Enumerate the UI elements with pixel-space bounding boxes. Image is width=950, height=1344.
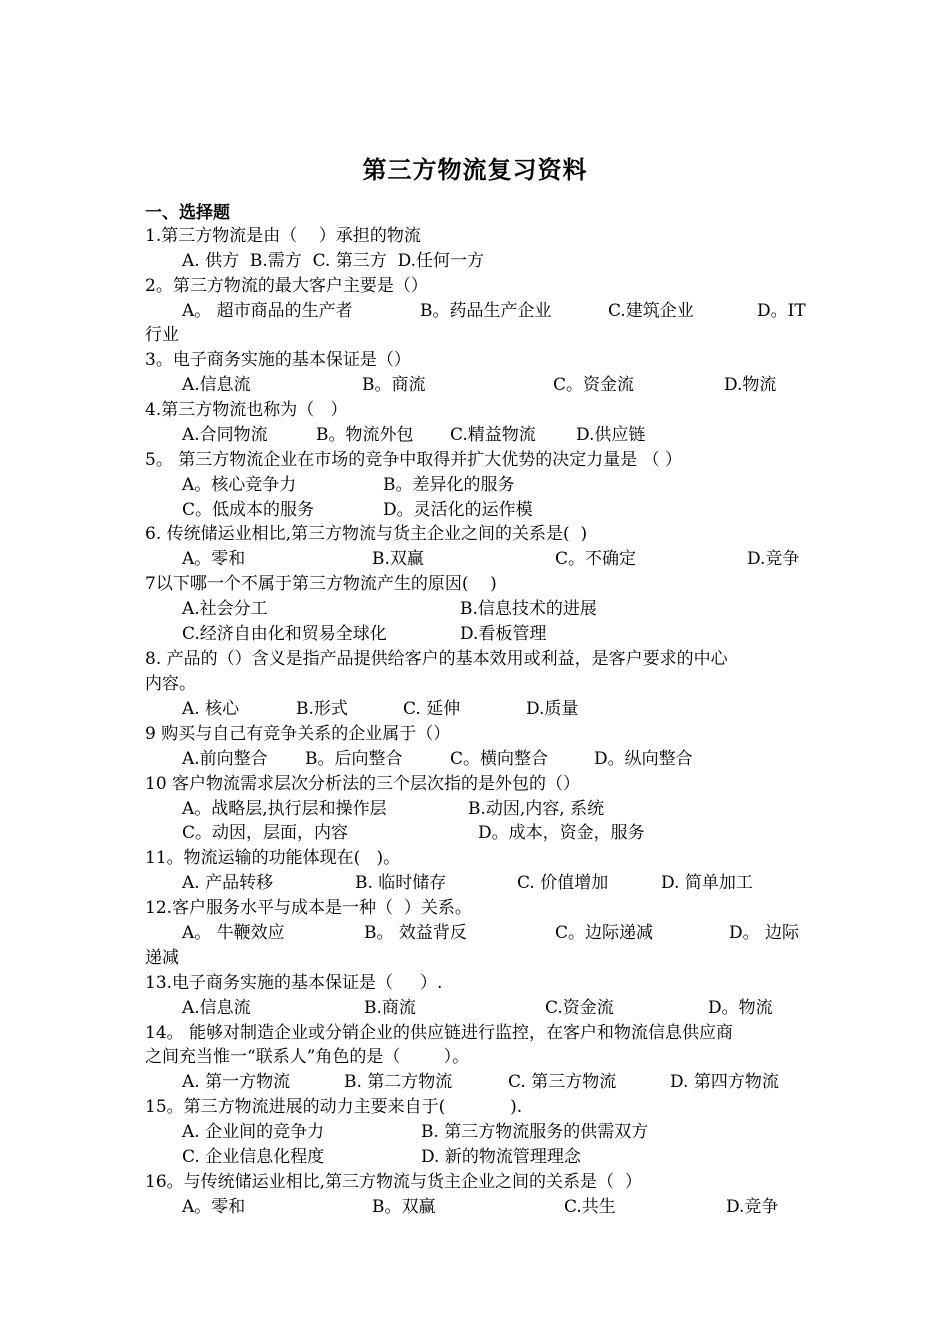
- question-15-option-c: C. 企业信息化程度: [182, 1147, 325, 1167]
- question-2-option-a: A。 超市商品的生产者: [182, 301, 353, 321]
- question-14-continuation: 之间充当惟一“联系人”角色的是（ ）。: [145, 1047, 470, 1067]
- question-16-option-a: A。零和: [182, 1197, 246, 1217]
- question-7-option-a: A.社会分工: [182, 599, 268, 619]
- question-15-option-d: D. 新的物流管理理念: [421, 1147, 581, 1167]
- question-1: 1.第三方物流是由（ ）承担的物流: [145, 226, 421, 246]
- question-7-option-b: B.信息技术的进展: [460, 599, 597, 619]
- question-9-option-b: B。后向整合: [305, 749, 403, 769]
- question-5: 5。 第三方物流企业在市场的竞争中取得并扩大优势的决定力量是 （ ）: [145, 450, 683, 470]
- question-5-option-d: D。灵活化的运作模: [383, 500, 533, 520]
- question-9-option-a: A.前向整合: [182, 749, 268, 769]
- question-11-option-b: B. 临时储存: [355, 873, 447, 893]
- question-5-option-b: B。差异化的服务: [383, 475, 515, 495]
- question-12-option-c: C。边际递减: [555, 923, 654, 943]
- question-2-option-c: C.建筑企业: [608, 301, 694, 321]
- question-11-option-d: D. 简单加工: [661, 873, 753, 893]
- question-5-option-c: C。低成本的服务: [182, 500, 315, 520]
- question-6: 6. 传统储运业相比,第三方物流与货主企业之间的关系是( ): [145, 524, 588, 544]
- question-14-option-d: D. 第四方物流: [670, 1072, 779, 1092]
- question-10-option-d: D。成本，资金，服务: [478, 823, 645, 843]
- question-11-option-c: C. 价值增加: [517, 873, 609, 893]
- question-3-option-b: B。商流: [362, 375, 426, 395]
- question-3-option-a: A.信息流: [182, 375, 251, 395]
- question-9: 9 购买与自己有竞争关系的企业属于（）: [145, 724, 451, 744]
- question-2-continuation: 行业: [145, 325, 179, 345]
- question-7: 7以下哪一个不属于第三方物流产生的原因( ): [145, 574, 497, 594]
- question-7-option-c: C.经济自由化和贸易全球化: [182, 624, 387, 644]
- page-title: 第三方物流复习资料: [362, 155, 588, 184]
- question-10: 10 客户物流需求层次分析法的三个层次指的是外包的（）: [145, 774, 581, 794]
- question-10-option-a: A。战略层,执行层和操作层: [182, 799, 387, 819]
- question-12: 12.客户服务水平与成本是一种（ ）关系。: [145, 898, 472, 918]
- question-3-option-c: C。资金流: [553, 375, 635, 395]
- question-13-option-d: D。物流: [708, 998, 773, 1018]
- question-8-option-c: C. 延伸: [403, 699, 461, 719]
- section-heading: 一、选择题: [145, 203, 230, 223]
- question-11-option-a: A. 产品转移: [182, 873, 274, 893]
- question-13-option-c: C.资金流: [545, 998, 614, 1018]
- question-16: 16。与传统储运业相比,第三方物流与货主企业之间的关系是（ ）: [145, 1172, 642, 1192]
- question-14: 14。 能够对制造企业或分销企业的供应链进行监控，在客户和物流信息供应商: [145, 1023, 734, 1043]
- question-12-continuation: 递减: [145, 948, 179, 968]
- question-16-option-c: C.共生: [564, 1197, 616, 1217]
- question-3: 3。电子商务实施的基本保证是（）: [145, 350, 411, 370]
- question-8-option-d: D.质量: [526, 699, 579, 719]
- question-14-option-b: B. 第二方物流: [344, 1072, 453, 1092]
- question-8: 8. 产品的（）含义是指产品提供给客户的基本效用或利益，是客户要求的中心: [145, 649, 728, 669]
- question-4-option-b: B。物流外包: [316, 425, 414, 445]
- question-10-option-c: C。动因，层面，内容: [182, 823, 349, 843]
- question-11: 11。物流运输的功能体现在( )。: [145, 848, 401, 868]
- question-13: 13.电子商务实施的基本保证是（ ）.: [145, 973, 443, 993]
- question-8-option-b: B.形式: [296, 699, 348, 719]
- question-6-option-c: C。不确定: [555, 549, 637, 569]
- question-4: 4.第三方物流也称为（ ）: [145, 400, 348, 420]
- question-9-option-c: C。横向整合: [450, 749, 549, 769]
- question-2-option-d: D。IT: [757, 301, 806, 321]
- question-10-option-b: B.动因,内容, 系统: [468, 799, 605, 819]
- question-15-option-a: A. 企业间的竞争力: [182, 1122, 325, 1142]
- question-5-option-a: A。核心竞争力: [182, 475, 297, 495]
- question-8-option-a: A. 核心: [182, 699, 240, 719]
- question-12-option-d: D。 边际: [729, 923, 800, 943]
- question-4-option-c: C.精益物流: [450, 425, 536, 445]
- question-14-option-c: C. 第三方物流: [508, 1072, 617, 1092]
- question-15-option-b: B. 第三方物流服务的供需双方: [421, 1122, 649, 1142]
- question-4-option-a: A.合同物流: [182, 425, 268, 445]
- question-1-options: A. 供方 B.需方 C. 第三方 D.任何一方: [182, 251, 485, 271]
- question-16-option-d: D.竞争: [726, 1197, 779, 1217]
- question-8-continuation: 内容。: [145, 674, 196, 694]
- question-12-option-a: A。 牛鞭效应: [182, 923, 285, 943]
- question-6-option-a: A。零和: [182, 549, 246, 569]
- question-9-option-d: D。纵向整合: [594, 749, 693, 769]
- question-4-option-d: D.供应链: [576, 425, 646, 445]
- question-14-option-a: A. 第一方物流: [182, 1072, 291, 1092]
- question-15: 15。第三方物流进展的动力主要来自于( ).: [145, 1097, 523, 1117]
- question-6-option-d: D.竞争: [747, 549, 800, 569]
- question-13-option-b: B.商流: [364, 998, 416, 1018]
- question-2: 2。第三方物流的最大客户主要是（）: [145, 276, 428, 296]
- question-3-option-d: D.物流: [724, 375, 777, 395]
- question-12-option-b: B。 效益背反: [364, 923, 467, 943]
- question-6-option-b: B.双赢: [372, 549, 424, 569]
- question-7-option-d: D.看板管理: [460, 624, 547, 644]
- question-16-option-b: B。双赢: [372, 1197, 436, 1217]
- question-13-option-a: A.信息流: [182, 998, 251, 1018]
- question-2-option-b: B。药品生产企业: [420, 301, 552, 321]
